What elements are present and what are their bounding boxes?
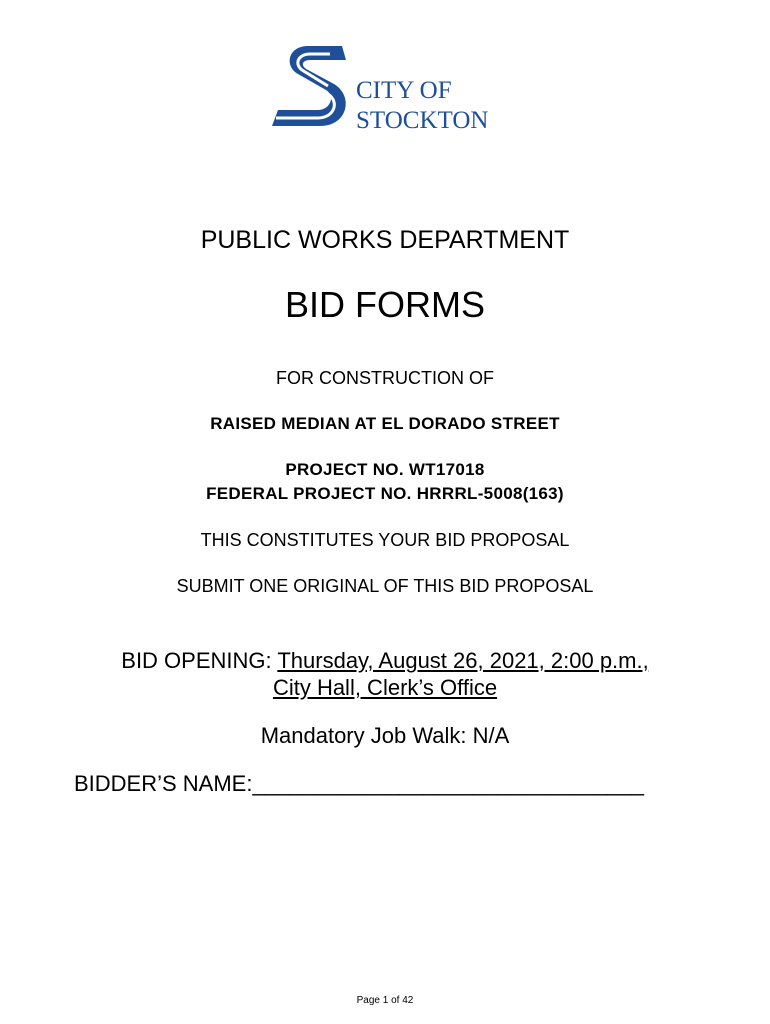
city-of-stockton-logo	[268, 40, 508, 136]
for-construction-label: FOR CONSTRUCTION OF	[276, 368, 494, 388]
document-title: BID FORMS	[284, 284, 485, 325]
bid-opening-location: City Hall, Clerk’s Office	[272, 675, 498, 700]
bid-opening-line	[0, 648, 770, 674]
federal-project-number: FEDERAL PROJECT NO. HRRRL-5008(163)	[206, 484, 564, 503]
job-walk-note: Mandatory Job Walk: N/A	[260, 723, 510, 748]
logo-text-stockton: STOCKTON	[356, 107, 489, 134]
bidder-name-field[interactable]	[74, 771, 644, 797]
project-name: RAISED MEDIAN AT EL DORADO STREET	[210, 414, 560, 433]
bid-opening-date-time: Thursday, August 26, 2021, 2:00 p.m.,	[277, 648, 649, 673]
stockton-s-emblem-icon	[268, 40, 356, 136]
bid-opening-label: BID OPENING:	[121, 648, 278, 673]
project-number: PROJECT NO. WT17018	[285, 460, 485, 479]
bidder-name-blank[interactable]: ________________________________	[252, 771, 645, 796]
bidder-name-label: BIDDER’S NAME:	[74, 771, 253, 796]
department-heading: PUBLIC WORKS DEPARTMENT	[200, 226, 570, 254]
bid-proposal-note: THIS CONSTITUTES YOUR BID PROPOSAL	[200, 530, 570, 550]
submit-instruction: SUBMIT ONE ORIGINAL OF THIS BID PROPOSAL	[176, 576, 594, 596]
page-number: Page 1 of 42	[356, 995, 414, 1006]
bid-opening-location-line	[0, 675, 770, 701]
logo-text-city-of: CITY OF	[356, 77, 452, 104]
